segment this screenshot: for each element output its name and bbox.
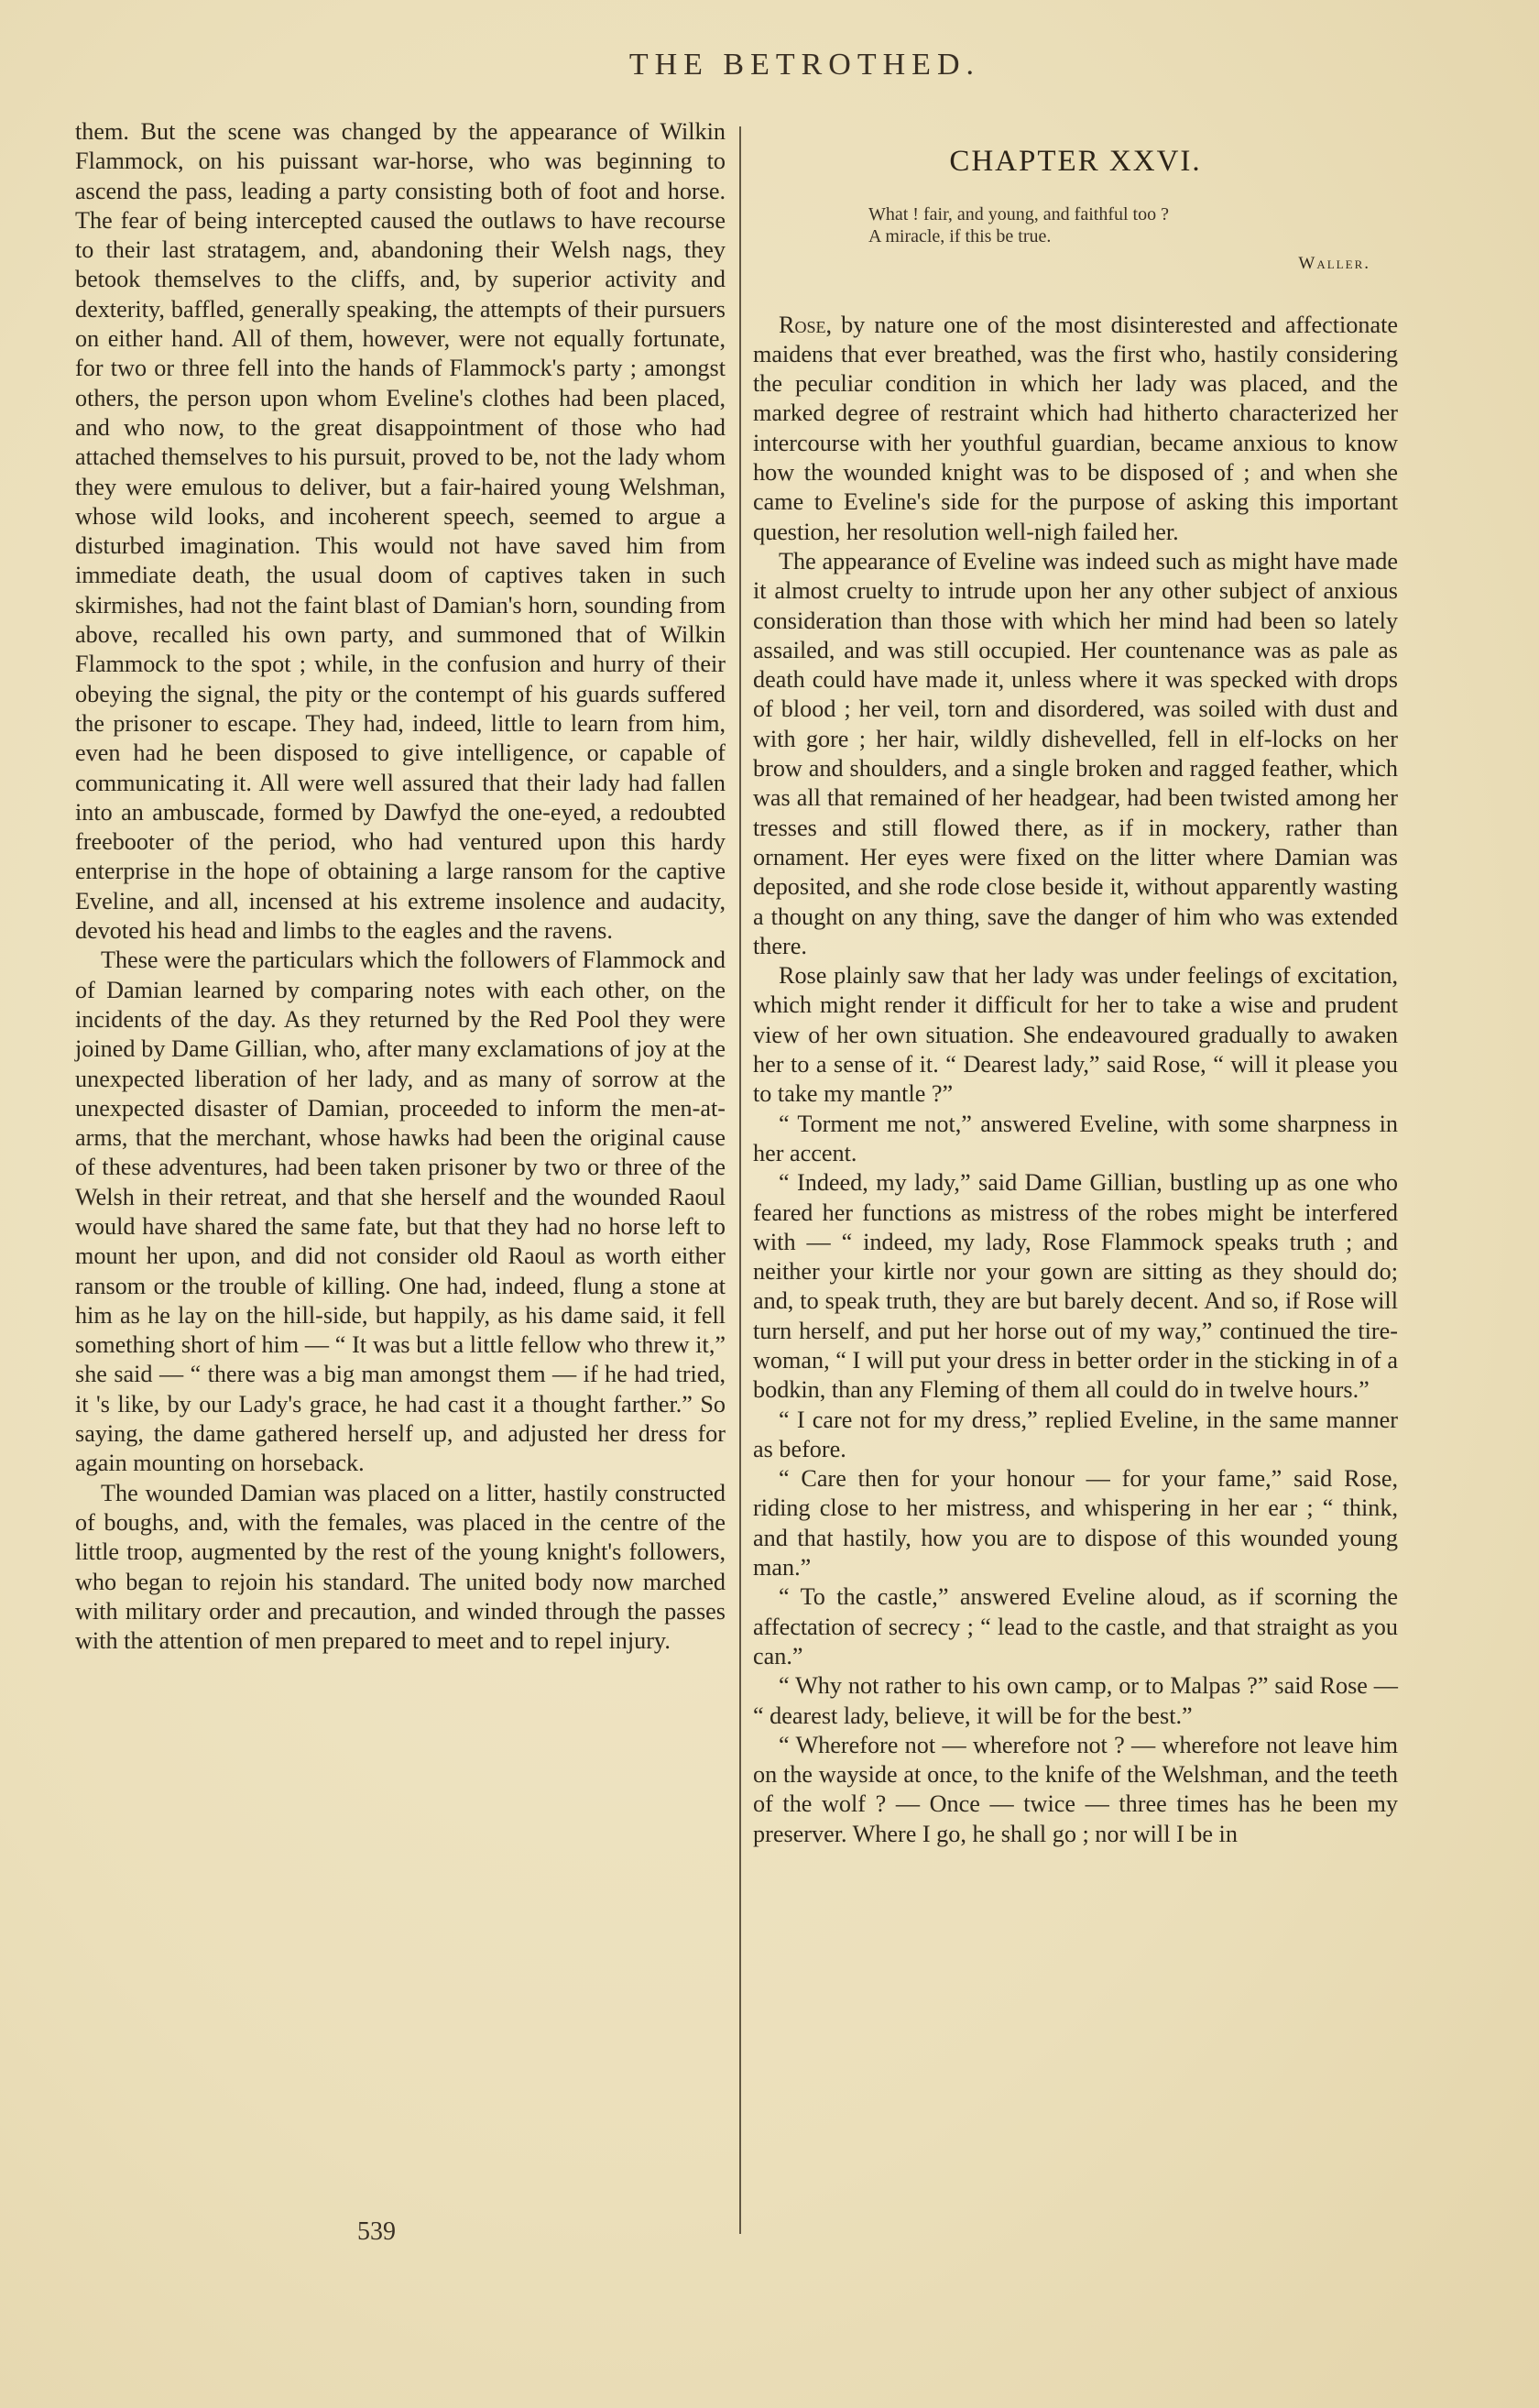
paragraph: “ Care then for your honour — for your fame,” said Rose, riding close to her mistress, and whispering in her ear ; “ think, and that hastily, how you are to dispose of this wounded young man.”: [753, 1465, 1398, 1582]
right-column: [753, 147, 1398, 1849]
epigraph-line: What ! fair, and young, and faithful too ?: [868, 204, 1169, 225]
page-number: 539: [357, 2217, 396, 2246]
paragraph: “ To the castle,” answered Eveline aloud, as if scorning the affectation of secrecy ; “ lead to the castle, and that straight as you can.”: [753, 1583, 1398, 1669]
paragraph: The wounded Damian was placed on a litter, hastily constructed of boughs, and, with the females, was placed in the centre of the little troop, augmented by the rest of the young knight's followers, who began to rejoin his standard. The united body now marched with military order and precaution, and winded through the passes with the attention of men prepared to meet and to repel injury.: [75, 1479, 726, 1655]
column-divider: [739, 126, 741, 2234]
opening-paragraph: [753, 311, 1398, 547]
opening-word: Rose: [779, 311, 826, 338]
epigraph: [868, 203, 1398, 247]
chapter-title: CHAPTER XXVI.: [949, 145, 1202, 178]
paragraph: “ Indeed, my lady,” said Dame Gillian, bustling up as one who feared her functions as mistress of the robes might be interfered with — “ indeed, my lady, Rose Flammock speaks truth ; and neither your kirtle nor your gown are sitting as they should do; and, to speak truth, they are but barely decent. And so, if Rose will turn herself, and put her horse out of my way,” continued the tire-woman, “ I will put your dress in better order in the sticking in of a bodkin, than any Fleming of them all could do in twelve hours.”: [753, 1169, 1398, 1404]
running-title: THE BETROTHED.: [628, 48, 980, 82]
paragraph: “ Why not rather to his own camp, or to Malpas ?” said Rose — “ dearest lady, believe, it will be for the best.”: [753, 1672, 1398, 1729]
epigraph-attribution: Waller.: [1298, 254, 1370, 274]
paragraph: “ Torment me not,” answered Eveline, with some sharpness in her accent.: [753, 1110, 1398, 1166]
paragraph: These were the particulars which the followers of Flammock and of Damian learned by comparing notes with each other, on the incidents of the day. As they returned by the Red Pool they were joined by Dame Gillian, who, after many exclamations of joy at the unexpected liberation of her lady, and as many of sorrow at the unexpected disaster of Damian, proceeded to inform the men-at-arms, that the merchant, whose hawks had been the original cause of these adventures, had been taken prisoner by two or three of the Welsh in their retreat, and that she herself and the wounded Raoul would have shared the same fate, but that they had no horse left to mount her upon, and did not consider old Raoul as worth either ransom or the trouble of killing. One had, indeed, flung a stone at him as he lay on the hill-side, but happily, as his dame said, it fell something short of him — “ It was but a little fellow who threw it,” she said — “ there was a big man amongst them — if he had tried, it 's like, by our Lady's grace, he had cast it a thought farther.” So saying, the dame gathered herself up, and adjusted her dress for again mounting on horseback.: [75, 947, 726, 1477]
left-column: [75, 117, 726, 1656]
paragraph: them. But the scene was changed by the appearance of Wilkin Flammock, on his puissant war-horse, who was beginning to ascend the pass, leading a party consisting both of foot and horse. The fear of being intercepted caused the outlaws to have recourse to their last stratagem, and, abandoning their Welsh nags, they betook themselves to the cliffs, and, by superior activity and dexterity, baffled, generally speaking, the attempts of their pursuers on either hand. All of them, however, were not equally fortunate, for two or three fell into the hands of Flammock's party ; amongst others, the person upon whom Eveline's clothes had been placed, and who now, to the great disappointment of those who had attached themselves to his pursuit, proved to be, not the lady whom they were emulous to deliver, but a fair-haired young Welshman, whose wild looks, and incoherent speech, seemed to argue a disturbed imagination. This would not have saved him from immediate death, the usual doom of captives taken in such skirmishes, had not the faint blast of Damian's horn, sounding from above, recalled his own party, and summoned that of Wilkin Flammock to the spot ; while, in the confusion and hurry of their obeying the signal, the pity or the contempt of his guards suffered the prisoner to escape. They had, indeed, little to learn from him, even had he been disposed to give intelligence, or capable of communicating it. All were well assured that their lady had fallen into an ambuscade, formed by Dawfyd the one-eyed, a redoubted freebooter of the period, who had ventured upon this hardy enterprise in the hope of obtaining a large ransom for the captive Eveline, and all, incensed at his extreme insolence and audacity, devoted his head and limbs to the eagles and the ravens.: [75, 118, 726, 945]
paragraph: Rose plainly saw that her lady was under feelings of excitation, which might render it difficult for her to take a wise and prudent view of her own situation. She endeavoured gradually to awaken her to a sense of it. “ Dearest lady,” said Rose, “ will it please you to take my mantle ?”: [753, 962, 1398, 1108]
epigraph-line: A miracle, if this be true.: [868, 226, 1052, 247]
paragraph: The appearance of Eveline was indeed such as might have made it almost cruelty to intrude upon her any other subject of anxious consideration than those with which her mind had been so lately assailed, and was still occupied. Her countenance was as pale as death could have made it, unless where it was specked with drops of blood ; her veil, torn and disordered, was soiled with dust and with gore ; her hair, wildly dishevelled, fell in elf-locks on her brow and shoulders, and a single broken and ragged feather, which was all that remained of her headgear, had been twisted among her tresses and still flowed there, as if in mockery, rather than ornament. Her eyes were fixed on the litter where Damian was deposited, and she rode close beside it, without apparently wasting a thought on any thing, save the danger of him who was extended there.: [753, 547, 1398, 959]
paragraph: “ I care not for my dress,” replied Eveline, in the same manner as before.: [753, 1406, 1398, 1462]
paragraph: “ Wherefore not — wherefore not ? — wherefore not leave him on the wayside at once, to the knife of the Welshman, and the teeth of the wolf ? — Once — twice — three times has he been my preserver. Where I go, he shall go ; nor will I be in: [753, 1731, 1398, 1847]
opening-text: , by nature one of the most disinterested and affectionate maidens that ever breathed, was the first who, hastily considering the peculiar condition in which her lady was placed, and the marked degree of restraint which had hitherto characterized her intercourse with her youthful guardian, became anxious to know how the wounded knight was to be disposed of ; and when she came to Eveline's side for the purpose of asking this important question, her resolution well-nigh failed her.: [753, 311, 1398, 545]
